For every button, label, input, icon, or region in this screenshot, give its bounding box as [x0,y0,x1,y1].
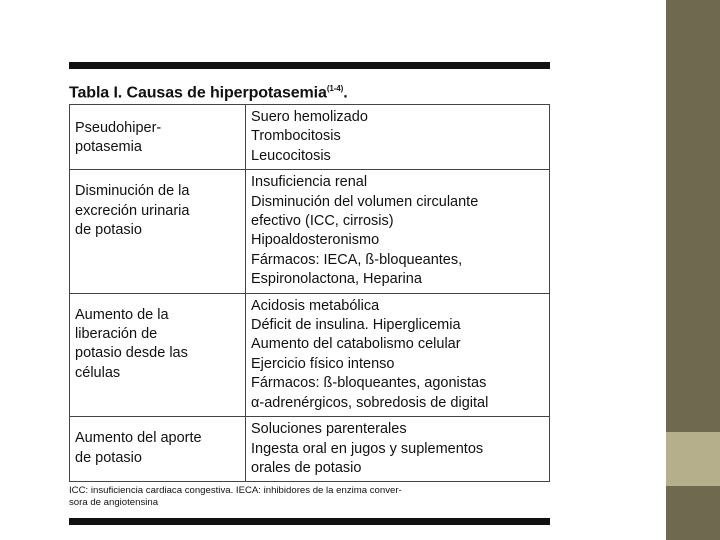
causes-table [69,104,550,482]
cause-cell [70,170,246,293]
table-bottom-rule [69,518,550,525]
item-text: Hipoaldosteronismo [251,232,380,249]
items-cell [246,293,550,416]
item-text: orales de potasio [251,459,362,476]
item-text: Ingesta oral en jugos y suplementos [251,440,484,457]
item-text: Suero hemolizado [251,109,368,125]
item-text: Leucocitosis [251,147,331,164]
item-text: Aumento del catabolismo celular [251,336,461,353]
items-cell [246,105,550,170]
item-text: Insuficiencia renal [251,174,368,191]
item-text: Déficit de insulina. Hiperglicemia [251,317,461,334]
cause-text-line: de potasio [75,449,142,466]
cause-text-line: Pseudohiper- [75,120,162,136]
item-text: Trombocitosis [251,128,341,145]
cause-text-line: liberación de [75,326,158,343]
footnote-line: ICC: insuficiencia cardiaca congestiva. IECA: inhibidores de la enzima conver- [69,485,402,496]
cause-text-line: potasemia [75,139,142,156]
table-title-text: Tabla I. Causas de hiperpotasemia [69,84,327,102]
table-top-rule [69,62,550,69]
table-row [70,417,550,482]
items-cell [246,417,550,482]
table-row [70,170,550,293]
item-text: Fármacos: ß-bloqueantes, agonistas [251,375,487,392]
items-cell [246,170,550,293]
item-text: Soluciones parenterales [251,421,407,438]
item-text: Espironolactona, Heparina [251,271,422,288]
item-text: Ejercicio físico intenso [251,355,395,372]
cause-text-line: de potasio [75,222,142,239]
item-text: efectivo (ICC, cirrosis) [251,213,394,230]
item-text: Fármacos: IECA, ß-bloqueantes, [251,251,463,268]
cause-cell [70,105,246,170]
table-title [69,84,348,102]
slide-sidebar-accent [666,432,720,486]
table-footnote [69,485,559,508]
cause-text-line: Aumento de la [75,306,169,323]
footnote-line: sora de angiotensina [69,496,159,508]
cause-text-line: células [75,364,121,381]
table-row [70,105,550,170]
cause-text-line: Disminución de la [75,183,190,200]
item-text: α-adrenérgicos, sobredosis de digital [251,394,489,411]
item-text: Acidosis metabólica [251,297,380,314]
table-title-period: . [343,84,348,102]
table-row [70,293,550,416]
table-title-reference: (1-4) [326,84,344,93]
cause-text-line: potasio desde las [75,345,188,362]
item-text: Disminución del volumen circulante [251,193,479,210]
cause-cell [70,417,246,482]
cause-cell [70,293,246,416]
cause-text-line: excreción urinaria [75,202,190,219]
cause-text-line: Aumento del aporte [75,430,202,447]
